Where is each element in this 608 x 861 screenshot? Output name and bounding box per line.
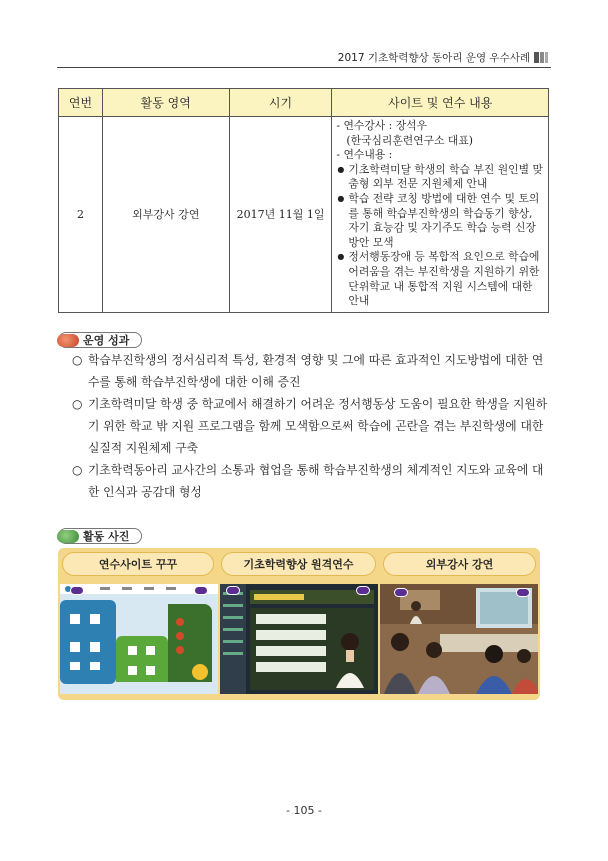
content-line: (한국심리훈련연구소 대표) (346, 133, 474, 147)
caption-online-training: 기초학력향상 원격연수 (221, 552, 376, 576)
website-screenshot-image (60, 584, 218, 694)
photo-lecture (380, 584, 538, 694)
table-header-row (59, 89, 549, 117)
header-bars-icon (534, 52, 548, 63)
marker-icon (70, 586, 84, 595)
lecture-photo-image (380, 584, 538, 694)
marker-icon (194, 586, 208, 595)
photos-title: 활동 사진 (83, 530, 130, 543)
results-list (72, 349, 552, 503)
col-header-area: 활동 영역 (102, 89, 229, 117)
cell-area: 외부강사 강연 (102, 117, 229, 313)
photo-online-training (220, 584, 378, 694)
online-training-image (220, 584, 378, 694)
content-bullet: ● 정서행동장애 등 복합적 요인으로 학습에 어려움을 겪는 부진학생을 지원하기 위한 단위학교 내 통합적 지원 시스템에 대한 안내 (336, 250, 544, 308)
photo-strip (58, 548, 540, 700)
page-header (338, 50, 548, 65)
col-header-no: 연번 (59, 89, 103, 117)
cell-date: 2017년 11월 1일 (229, 117, 332, 313)
header-title: 2017 기초학력향상 동아리 운영 우수사례 (337, 52, 530, 64)
results-dot-icon (57, 334, 79, 347)
list-item: ○ 기초학력미달 학생 중 학교에서 해결하기 어려운 정서행동상 도움이 필요한 학생을 지원하기 위한 학교 밖 지원 프로그램을 함께 모색함으로써 학습에 곤란을 겪는 부진학생에 대한 실질적 지원체제 구축 (72, 393, 552, 459)
list-item: ○ 기초학력동아리 교사간의 소통과 협업을 통해 학습부진학생의 체계적인 지도와 교육에 대한 인식과 공감대 형성 (72, 459, 552, 503)
cell-no: 2 (59, 117, 103, 313)
photos-section-title (58, 527, 142, 545)
marker-icon (516, 588, 530, 597)
cell-content (332, 117, 549, 313)
marker-icon (394, 588, 408, 597)
marker-icon (226, 586, 240, 595)
caption-site: 연수사이트 꾸꾸 (62, 552, 214, 576)
caption-lecture: 외부강사 강연 (383, 552, 536, 576)
page-number: - 105 - (286, 804, 322, 817)
col-header-content: 사이트 및 연수 내용 (332, 89, 549, 117)
results-title-pill (58, 332, 142, 348)
marker-icon (356, 586, 370, 595)
table-row (59, 117, 549, 313)
content-line: - 연수강사 : 장석우 (336, 119, 428, 132)
activity-table (58, 88, 549, 313)
content-bullet: ● 기초학력미달 학생의 학습 부진 원인별 맞춤형 외부 전문 지원체제 안내 (336, 163, 544, 192)
results-section-title (58, 331, 142, 349)
col-header-date: 시기 (229, 89, 332, 117)
photo-site-screenshot (60, 584, 218, 694)
content-line: - 연수내용 : (336, 148, 393, 162)
list-item: ○ 학습부진학생의 정서심리적 특성, 환경적 영향 및 그에 따른 효과적인 지도방법에 대한 연수를 통해 학습부진학생에 대한 이해 증진 (72, 349, 552, 393)
header-divider (57, 67, 551, 68)
photos-title-pill (58, 528, 142, 544)
content-bullet: ● 학습 전략 코칭 방법에 대한 연수 및 토의를 통해 학습부진학생의 학습동기 향상, 자기 효능감 및 자기주도 학습 능력 신장 방안 모색 (336, 192, 544, 250)
results-title: 운영 성과 (83, 334, 130, 347)
photos-dot-icon (57, 530, 79, 543)
